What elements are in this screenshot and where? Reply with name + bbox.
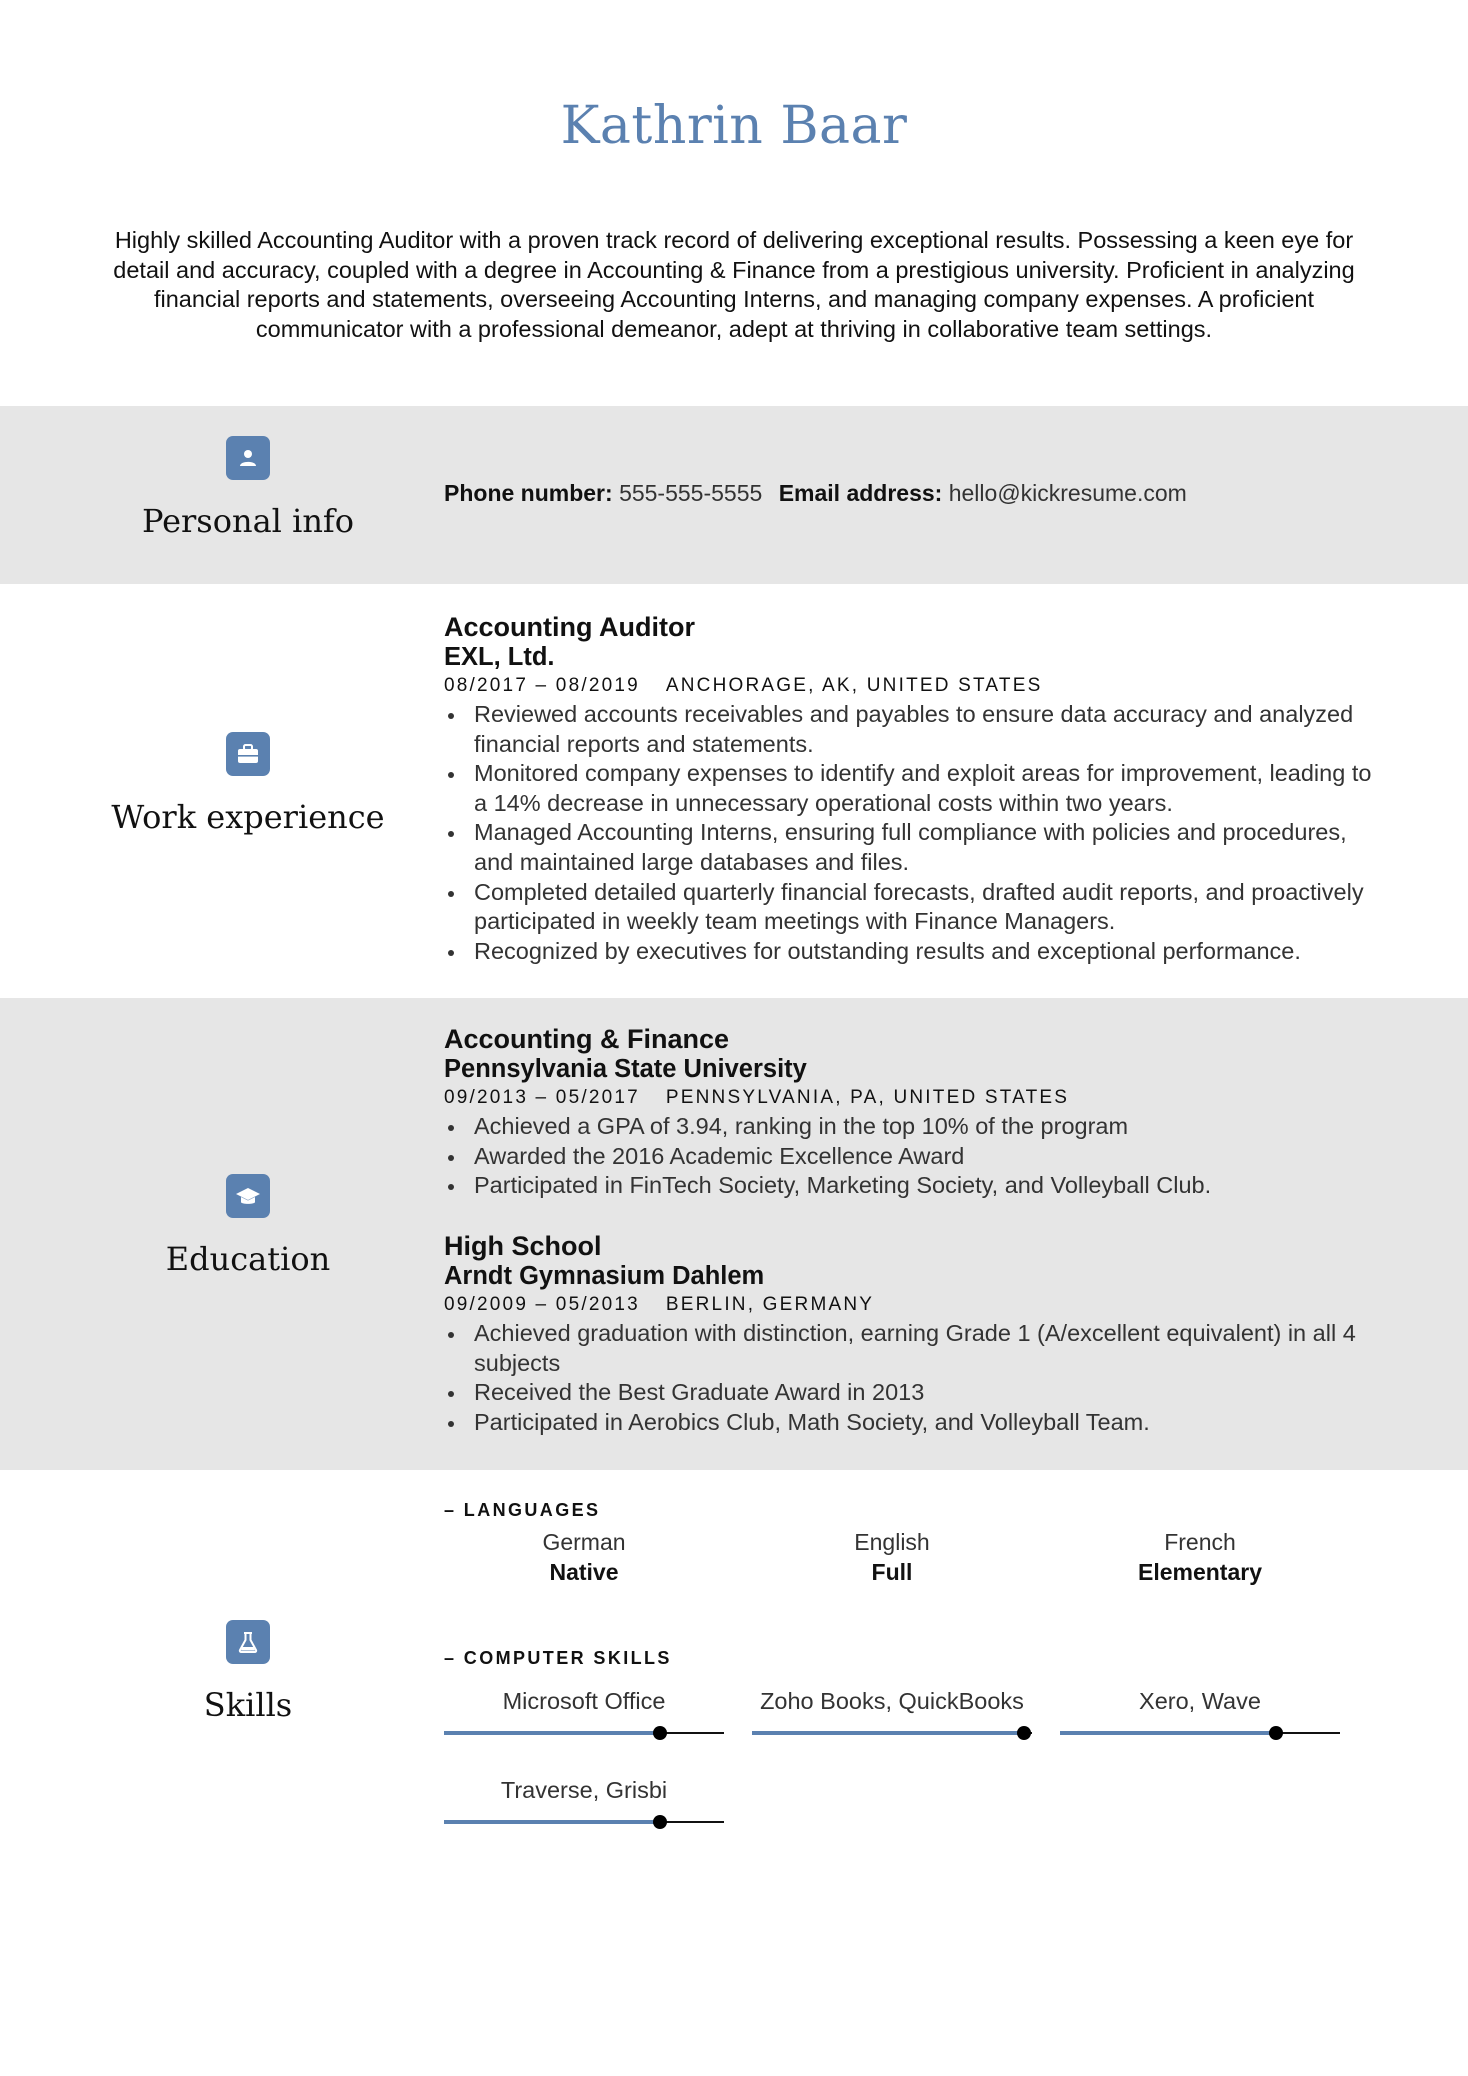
language-level: Full <box>871 1559 913 1585</box>
personal-info-section <box>0 406 1468 584</box>
skill-name: Traverse, Grisbi <box>500 1777 668 1803</box>
company-name: EXL, Ltd. <box>444 643 555 671</box>
education-heading <box>0 1174 496 1278</box>
section-title: Skills <box>203 1686 293 1724</box>
school-name: Pennsylvania State University <box>444 1055 807 1083</box>
phone-number[interactable]: 555-555-5555 <box>619 480 763 506</box>
job-title: Accounting Auditor <box>444 612 695 642</box>
graduation-cap-icon <box>226 1174 270 1218</box>
list-item: Participated in FinTech Society, Marketing Society, and Volleyball Club. <box>474 1171 1384 1201</box>
list-item: Awarded the 2016 Academic Excellence Award <box>474 1142 1384 1172</box>
skill-level-bar <box>444 1815 724 1829</box>
list-item: Received the Best Graduate Award in 2013 <box>474 1378 1384 1408</box>
languages-block <box>444 1500 1384 1597</box>
skills-section <box>0 1470 1468 1910</box>
skill-level-bar <box>1060 1726 1340 1740</box>
education-entry <box>444 1024 1384 1201</box>
computer-skills-block <box>444 1648 1384 1868</box>
list-item: Managed Accounting Interns, ensuring full compliance with policies and procedures, and maintained large databases and files. <box>474 818 1384 877</box>
email-label: Email address: <box>778 480 943 506</box>
skill-level-bar <box>752 1726 1032 1740</box>
email-address[interactable]: hello@kickresume.com <box>948 480 1187 506</box>
education-section <box>0 998 1468 1470</box>
skill-level-bar <box>444 1726 724 1740</box>
resume-name: Kathrin Baar <box>560 96 908 156</box>
languages-label: – LANGUAGES <box>444 1500 601 1520</box>
job-entry <box>444 612 1384 966</box>
skill-item <box>752 1686 1032 1740</box>
person-icon <box>226 436 270 480</box>
skill-level-knob <box>1269 1726 1283 1740</box>
education-dates: 09/2009 – 05/2013 <box>444 1294 640 1315</box>
personal-info-heading <box>0 436 496 540</box>
skill-level-knob <box>653 1815 667 1829</box>
skill-item <box>444 1775 724 1829</box>
computer-skills-label: – COMPUTER SKILLS <box>444 1648 672 1668</box>
list-item: Completed detailed quarterly financial forecasts, drafted audit reports, and proactively participated in weekly team meetings with Finance Managers. <box>474 878 1384 937</box>
skill-name: Microsoft Office <box>502 1688 666 1714</box>
list-item: Participated in Aerobics Club, Math Society, and Volleyball Team. <box>474 1408 1384 1438</box>
list-item: Reviewed accounts receivables and payables to ensure data accuracy and analyzed financial reports and statements. <box>474 700 1384 759</box>
education-bullets <box>444 1112 1384 1201</box>
language-item <box>1060 1527 1340 1587</box>
education-bullets <box>444 1319 1384 1437</box>
skill-level-knob <box>1017 1726 1031 1740</box>
section-title: Personal info <box>141 502 355 540</box>
degree-title: Accounting & Finance <box>444 1024 730 1054</box>
skill-item <box>1060 1686 1340 1740</box>
language-item <box>444 1527 724 1587</box>
school-name: Arndt Gymnasium Dahlem <box>444 1262 765 1290</box>
languages-row <box>444 1527 1384 1597</box>
language-level: Elementary <box>1137 1559 1262 1585</box>
list-item: Monitored company expenses to identify and exploit areas for improvement, leading to a 14% decrease in unnecessary operational costs within two years. <box>474 759 1384 818</box>
education-dates: 09/2013 – 05/2017 <box>444 1087 640 1108</box>
skill-item <box>444 1686 724 1740</box>
list-item: Achieved graduation with distinction, earning Grade 1 (A/excellent equivalent) in all 4 subjects <box>474 1319 1384 1378</box>
work-experience-section <box>0 584 1468 998</box>
list-item: Achieved a GPA of 3.94, ranking in the top 10% of the program <box>474 1112 1384 1142</box>
job-location: ANCHORAGE, AK, UNITED STATES <box>665 675 1043 696</box>
language-name: German <box>542 1529 626 1555</box>
degree-title: High School <box>444 1231 602 1261</box>
briefcase-icon <box>226 732 270 776</box>
section-title: Work experience <box>111 798 385 836</box>
language-level: Native <box>549 1559 619 1585</box>
education-location: BERLIN, GERMANY <box>665 1294 875 1315</box>
language-name: French <box>1164 1529 1236 1555</box>
education-entry <box>444 1231 1384 1437</box>
language-item <box>752 1527 1032 1587</box>
contact-line <box>444 480 1384 507</box>
job-meta <box>444 672 1384 700</box>
language-name: English <box>854 1529 930 1555</box>
job-dates: 08/2017 – 08/2019 <box>444 675 640 696</box>
flask-icon <box>226 1620 270 1664</box>
skill-name: Xero, Wave <box>1139 1688 1261 1714</box>
phone-label: Phone number: <box>444 480 613 506</box>
skill-name: Zoho Books, QuickBooks <box>760 1688 1024 1714</box>
skill-level-knob <box>653 1726 667 1740</box>
job-bullets <box>444 700 1384 966</box>
work-experience-heading <box>0 732 496 836</box>
education-meta <box>444 1291 1384 1319</box>
list-item: Recognized by executives for outstanding results and exceptional performance. <box>474 937 1384 967</box>
education-location: PENNSYLVANIA, PA, UNITED STATES <box>665 1087 1070 1108</box>
skills-heading <box>0 1620 496 1724</box>
education-meta <box>444 1084 1384 1112</box>
summary-text: Highly skilled Accounting Auditor with a proven track record of delivering exceptional results. Possessing a keen eye for detail and accuracy, coupled with a degree in Accounting & Finance from a prestigious university. Proficient in analyzing financial reports and statements, overseeing Accounting Interns, and managing company expenses. A proficient communicator with a professional demeanor, adept at thriving in collaborative team settings. <box>113 227 1355 342</box>
section-title: Education <box>165 1240 331 1278</box>
